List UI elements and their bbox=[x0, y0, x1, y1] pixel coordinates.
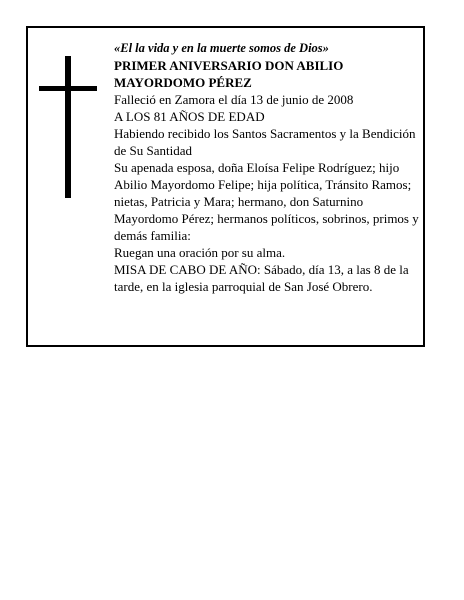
family-line: Su apenada esposa, doña Eloísa Felipe Rodríguez; hijo Abilio Mayordomo Felipe; hija política, Tránsito Ramos; nietas, Patricia y Mara; hermano, don Saturnino Mayordomo Pérez; hermanos políticos, sobrinos, primos y demás familia: bbox=[114, 160, 419, 243]
cross-vertical-bar bbox=[65, 56, 71, 198]
obituary-notice bbox=[26, 26, 425, 347]
age-line: A LOS 81 AÑOS DE EDAD bbox=[114, 109, 265, 124]
notice-title: PRIMER ANIVERSARIO DON ABILIO MAYORDOMO PÉREZ bbox=[114, 58, 344, 90]
cross-icon bbox=[39, 56, 97, 198]
prayer-line: Ruegan una oración por su alma. bbox=[114, 245, 286, 260]
sacraments-line: Habiendo recibido los Santos Sacramentos y la Bendición de Su Santidad bbox=[114, 126, 416, 158]
mass-line: MISA DE CABO DE AÑO: Sábado, día 13, a las 8 de la tarde, en la iglesia parroquial de San José Obrero. bbox=[114, 262, 409, 294]
death-line: Falleció en Zamora el día 13 de junio de 2008 bbox=[114, 92, 354, 107]
notice-motto: «El la vida y en la muerte somos de Dios» bbox=[114, 41, 329, 55]
cross-horizontal-bar bbox=[39, 86, 97, 91]
notice-text bbox=[114, 40, 425, 295]
